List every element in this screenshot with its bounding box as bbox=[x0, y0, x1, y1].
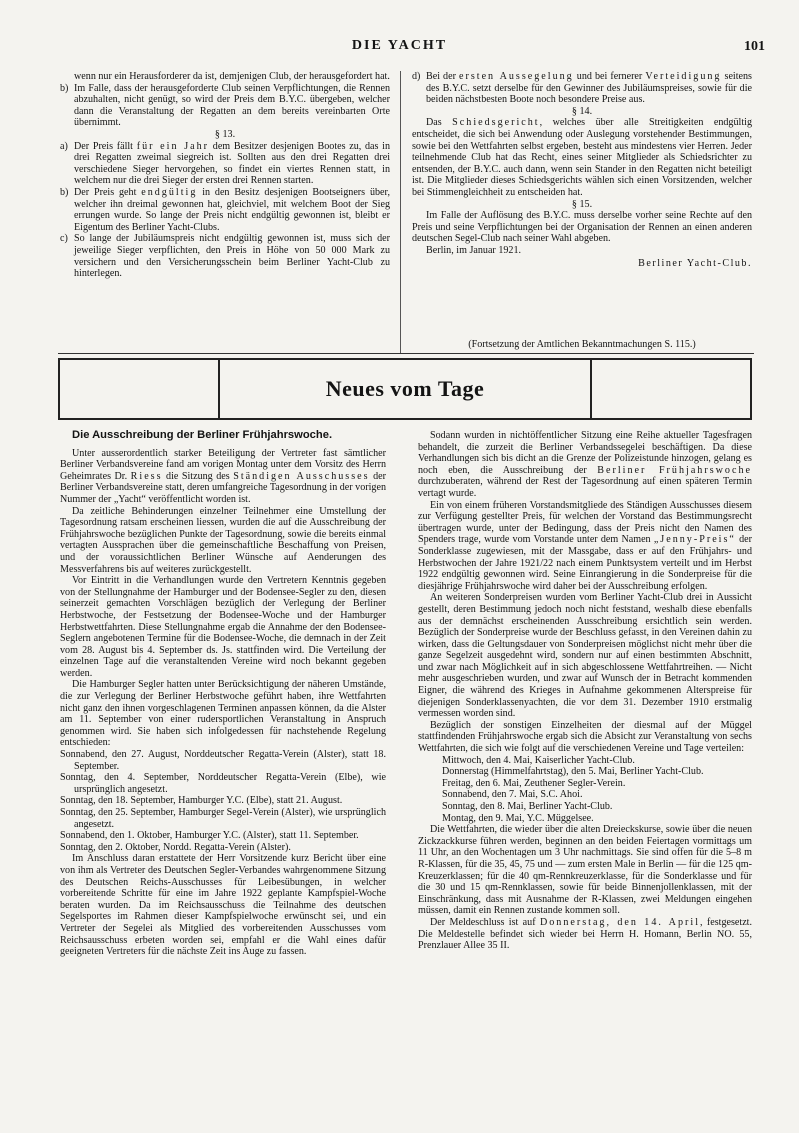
section-14-heading: § 14. bbox=[571, 105, 593, 117]
clause-text: dem Besitzer desjenigen Bootes zu, das in drei Regatten zweimal siegreich ist. Sollten aus den drei Regatten drei verschiedene Sieger hervorgehen, so findet ein viertes Rennen statt, in welchem nur die drei Sieger der ersten drei Rennen starten. bbox=[74, 140, 391, 187]
paragraph-text: durchzuberaten, während der Rest der Tagesordnung auf einen späteren Termin vertagt wurde. bbox=[418, 476, 752, 499]
article-paragraph bbox=[418, 917, 752, 952]
spaced-emphasis: ersten Aussegelung bbox=[459, 71, 574, 82]
regatta-days-list bbox=[418, 755, 752, 825]
clause-text: So lange der Jubiläumspreis nicht endgültig gewonnen ist, muss sich der jeweilige Sieger verpflichten, den Preis in Höhe von 50 000 Mark zu versichern und den Versicherungsschein beim Berliner Yacht-Club zu hinterlegen. bbox=[74, 233, 390, 280]
signature: Berliner Yacht-Club. bbox=[638, 257, 752, 269]
clause-label: a) bbox=[60, 140, 68, 152]
paragraph-text: der Berliner Verbandsvereine statt, deren umfangreiche Tagesordnung in der vorigen Nummer der „Yacht“ veröffentlicht worden ist. bbox=[60, 470, 387, 505]
paragraph-text: Ein von einem früheren Vorstandsmitgliede des Ständigen Ausschusses diesem zur Verfügung gestellter Preis, für welchen der Vorstand das Bestimmungsrecht übertragen wurde, unter der Bedingung, dass der Preis nicht den Namen des Spenders trage, wurde vom Vorstande unter dem Namen bbox=[418, 499, 752, 546]
spaced-emphasis: Berliner Frühjahrswoche bbox=[597, 464, 752, 476]
intro-fragment bbox=[60, 71, 390, 83]
day-line: Montag, den 9. Mai, Y.C. Müggelsee. bbox=[442, 812, 594, 824]
clause-text: in den Besitz desjenigen Bootseigners über, welcher ihn dreimal gewonnen hat, gleichviel, mit welchem Boot der Sieg errungen wurde. So lange der Preis nicht endgültig gewonnen ist, bleibt er Eigentum des Berliner Yacht-Clubs. bbox=[74, 186, 390, 233]
schedule-line: Sonntag, den 25. September, Hamburger Segel-Verein (Alster), wie ursprünglich angesetzt. bbox=[60, 807, 386, 830]
section-title: Neues vom Tage bbox=[325, 376, 485, 401]
article-paragraph bbox=[60, 448, 386, 506]
top-left-column bbox=[60, 71, 390, 280]
spaced-emphasis: Ständigen Ausschusses bbox=[233, 470, 370, 482]
dateline: Berlin, im Januar 1921. bbox=[426, 244, 522, 256]
spaced-emphasis: „Jenny-Preis“ bbox=[653, 534, 736, 546]
clause-d bbox=[412, 71, 752, 106]
intro-text: wenn nur ein Herausforderer da ist, demjenigen Club, der herausgefordert hat. bbox=[74, 71, 390, 82]
schedule-line: Sonntag, den 18. September, Hamburger Y.C. (Elbe), statt 21. August. bbox=[60, 795, 343, 807]
schedule-line: Sonntag, den 2. Oktober, Nordd. Regatta-Verein (Alster). bbox=[60, 841, 291, 853]
clause-label: b) bbox=[60, 186, 69, 198]
article-right-column bbox=[418, 430, 752, 952]
section-14-text bbox=[412, 117, 752, 198]
banner-title-box bbox=[218, 360, 592, 418]
day-line: Freitag, den 6. Mai, Zeuthener Segler-Verein. bbox=[442, 777, 626, 789]
paragraph-text: die Sitzung des bbox=[166, 470, 230, 482]
spaced-emphasis: Donnerstag, den 14. April bbox=[539, 916, 700, 928]
spaced-emphasis: Riess bbox=[130, 470, 163, 482]
section-15-text: Im Falle der Auflösung des B.Y.C. muss derselbe vorher seine Rechte auf den Preis und seine Verpflichtungen bei der Organisation der Rennen an einen anderen deutschen Segel-Club nach seiner Wahl abgeben. bbox=[412, 210, 752, 245]
article-paragraph: Im Anschluss daran erstattete der Herr Vorsitzende kurz Bericht über eine von ihm als Vertreter des Deutschen Segler-Verbandes wahrgenommene Sitzung des Deutschen Reichs-Ausschusses für Leibesübungen, in welcher vorbereitende Schritte für eine im Jahre 1922 geplante Kampfspiel-Woche beraten wurden. Da im Reichsausschuss die Teilnahme des deutschen Segelsportes im Rahmen dieser Kampfspielwoche erwünscht sei, und ein Vertreter der Segelei als Mitglied des vorbereitenden Ausschusses vom Reichsausschuss erbeten worden sei, empfahl er die Wahl eines dafür geeigneten Vertreters für die nächste Zeit ins Auge zu fassen. bbox=[60, 853, 386, 958]
day-line: Sonnabend, den 7. Mai, S.C. Ahoi. bbox=[442, 789, 583, 801]
day-line: Donnerstag (Himmelfahrtstag), den 5. Mai, Berliner Yacht-Club. bbox=[442, 766, 704, 778]
section-banner bbox=[58, 358, 752, 420]
continuation-note: (Fortsetzung der Amtlichen Bekanntmachungen S. 115.) bbox=[468, 339, 696, 350]
article-paragraph: Die Hamburger Segler hatten unter Berücksichtigung der näheren Umstände, die zur Verlegung der Berliner Herbstwoche geführt haben, ihre Wettfahrten nicht ganz den ihnen vorgeschlagenen Terminen anpassen können, da die Alster am 11. September von einer rudersportlichen Veranstaltung in Anspruch genommen wird. Sie haben sich infolgedessen für nachstehende Regelung entschieden: bbox=[60, 679, 386, 749]
paragraph-text: , festgesetzt. Die Meldestelle befindet sich wieder bei Herrn H. Homann, Berlin NO. 55, Prenzlauer Allee 35 II. bbox=[418, 916, 752, 952]
clause-b bbox=[60, 83, 390, 129]
clause-text: und bei fernerer bbox=[576, 71, 643, 82]
clause-text: Im Falle, dass der herausgeforderte Club seinen Verpflichtungen, die Rennen abzuhalten, nicht genügt, so wird der Preis dem B.Y.C. übergeben, welcher dann die Veranstaltung der Regatten an dem bereits vereinbarten Orte übernimmt. bbox=[74, 82, 390, 129]
article-paragraph: Die Wettfahrten, die wieder über die alten Dreieckskurse, sowie über die neuen Zickzackkurse führen werden, beginnen an den beiden Feiertagen vormittags um 11 Uhr, an den Wochentagen um 3 Uhr nachmittags. Sie sind offen für die 5–8 m R-Klassen, für die 35, 45, 75 und — zum ersten Male in Berlin — für die 125 qm-Kreuzerklassen; für die 40 qm-Rennkreuzerklasse, für die Sonderklasse und für die 30 und 15 qm-Rennklassen, sowie für beide Binnenjollenklassen, mit der Einschränkung, dass mit Ausnahme der R-Klassen, zwei Meldungen eingehen müssen, damit ein Rennen zustande kommen soll. bbox=[418, 824, 752, 917]
hamburg-schedule bbox=[60, 749, 386, 853]
schedule-line: Sonntag, den 4. September, Norddeutscher Regatta-Verein (Elbe), wie ursprünglich angesetzt. bbox=[60, 772, 386, 795]
article-paragraph bbox=[418, 430, 752, 500]
article-paragraph: An weiteren Sonderpreisen wurden vom Berliner Yacht-Club drei in Aussicht gestellt, deren Bestimmung jedoch noch nicht feststand, weshalb diese ebenfalls aus der demnächst erscheinenden Ausschreibung ersichtlich sein werden. Bezüglich der Sonderpreise wurde der Beschluss gefasst, in den Vereinen dahin zu wirken, dass die Geltungsdauer von Sonderpreisen möglichst nicht mehr über die ganze Segelzeit ausgedehnt wird, sondern nur auf einen bestimmten Abschnitt, und zwar nach Möglichkeit auf in sich abgeschlossene Wettfahrtreihen. — Nicht mehr ausgeschrieben wurden, und zwar auf Wunsch der in Betracht kommenden Eigner, die während des Krieges in Aufnahme gekommenen Alterspreise für diejenigen Sonderklassenyachten, die vor dem 31. Dezember 1910 erstmalig vermessen worden sind. bbox=[418, 592, 752, 720]
day-line: Mittwoch, den 4. Mai, Kaiserlicher Yacht-Club. bbox=[442, 754, 635, 766]
article-left-column bbox=[60, 430, 386, 958]
day-line: Sonntag, den 8. Mai, Berliner Yacht-Club. bbox=[442, 801, 613, 812]
clause-text: seitens des B.Y.C. setzt derselbe für den Gewinner des Jubiläumspreises, sowie für die beiden nächstbesten Boote noch besondere Preise aus. bbox=[426, 71, 752, 106]
clause-label: b) bbox=[60, 82, 69, 94]
paragraph-text: der Sonderklasse zugewiesen, mit der Massgabe, dass er auf den Frühjahrs- und Herbstwochen der Jahre 1921/22 nach einem Punktsystem verteilt und im Herbst 1922 endgültig gewonnen wird. Seine Einrangierung in die Sonderpreise für die diesjährige Frühjahrswoche wird daher bei der Ausschreibung erfolgen. bbox=[418, 534, 752, 592]
section-13-heading: § 13. bbox=[214, 128, 236, 140]
clause-text: Bei der bbox=[426, 71, 456, 82]
paragraph-text: Das bbox=[426, 117, 442, 129]
section-15-heading: § 15. bbox=[571, 198, 593, 210]
schedule-line: Sonnabend, den 1. Oktober, Hamburger Y.C. (Alster), statt 11. September. bbox=[60, 830, 359, 842]
column-divider bbox=[400, 71, 401, 353]
clause-13c bbox=[60, 233, 390, 279]
signature-row bbox=[412, 258, 752, 270]
paragraph-text: Sodann wurden in nichtöffentlicher Sitzung eine Reihe aktueller Tagesfragen behandelt, die zurzeit die Berliner Verbandssegelei beschäftigen. Da diese Verhandlungen sich bis dicht an die Grenze der Polizeistunde hinzogen, gelang es noch eben, die Ausschreibung der bbox=[418, 430, 752, 476]
schedule-line: Sonnabend, den 27. August, Norddeutscher Regatta-Verein (Alster), statt 18. September. bbox=[60, 749, 386, 772]
article-paragraph bbox=[418, 500, 752, 593]
article-paragraph: Vor Eintritt in die Verhandlungen wurde den Vertretern Kenntnis gegeben von der Stellungnahme der Hamburger und der Bodensee-Segler zu den, diesen seinerzeit gemachten Vorschlägen bezüglich der Verlegung der Berliner Herbstwoche, der Festsetzung der Bodensee-Woche und der Hamburger Herbstwettfahrten. Diese Stellungnahme ergab die Annahme der den Bodensee-Seglern angebotenen Termine für die Bodensee-Woche, die demnach in der Zeit vom 28. August bis 4. September ds. Js. stattfinden wird. Die Verteilung der einzelnen Tage auf die veranstaltenden Vereine wird noch bekannt gegeben werden. bbox=[60, 575, 386, 679]
paragraph-text: Der Meldeschluss ist auf bbox=[430, 916, 536, 928]
rule bbox=[58, 353, 754, 354]
clause-label: c) bbox=[60, 233, 68, 245]
paragraph-text: , welches über alle Streitigkeiten endgültig entscheidet, die sich bei Anwendung oder Auslegung vorstehender Bestimmungen, sowie bei den Wettfahrten selbst ergeben, besteht aus mindestens vier Herren. Jeder teilnehmende Club hat das Recht, eines seiner Mitglieder als Schiedsrichter zu entsenden, der B.Y.C. auch dann, wenn sein Stander in den Regatten nicht beteiligt ist. Die Mitglieder dieses Schiedsgerichts wählen sich einen Vorsitzenden, welcher bei Stimmengleichheit zu entscheiden hat. bbox=[412, 117, 752, 198]
clause-text: Der Preis fällt bbox=[74, 140, 133, 152]
running-header: DIE YACHT bbox=[351, 38, 448, 53]
article-paragraph: Bezüglich der sonstigen Einzelheiten der diesmal auf der Müggel stattfindenden Frühjahrswoche ergab sich die Absicht zur Veranstaltung von sechs Wettfahrten, die sich wie folgt auf die verschiedenen Vereine und Tage verteilen: bbox=[418, 719, 752, 755]
top-right-column bbox=[412, 71, 752, 269]
clause-13b bbox=[60, 187, 390, 233]
paragraph-text: Unter ausserordentlich starker Beteiligung der Vertreter fast sämtlicher Berliner Verbandsvereine fand am vorigen Montag unter dem Vorsitz des Herrn Geheimrates Dr. bbox=[60, 447, 386, 482]
spaced-emphasis: Verteidigung bbox=[645, 71, 722, 82]
clause-label: d) bbox=[412, 71, 421, 82]
spaced-emphasis: für ein Jahr bbox=[136, 140, 210, 152]
article-title: Die Ausschreibung der Berliner Frühjahrswoche. bbox=[72, 429, 333, 441]
clause-13a bbox=[60, 141, 390, 187]
article-paragraph: Da zeitliche Behinderungen einzelner Teilnehmer eine Umstellung der Tagesordnung ratsam erscheinen liessen, wurden die auf die Ausschreibung der Frühjahrswoche bezüglichen Punkte der Tagesordnung, sowie die bereits einmal vertagten Aussprachen über die gemeinschaftliche Beschaffung von Preisen, und der voraussichtlichen Berliner Wünsche auf Aenderungen des Messverfahrens bis auf weiteres zurückgestellt. bbox=[60, 505, 386, 575]
page-number: 101 bbox=[744, 39, 765, 54]
spaced-emphasis: Schiedsgericht bbox=[452, 117, 540, 129]
spaced-emphasis: endgültig bbox=[141, 186, 198, 198]
clause-text: Der Preis geht bbox=[74, 186, 137, 198]
